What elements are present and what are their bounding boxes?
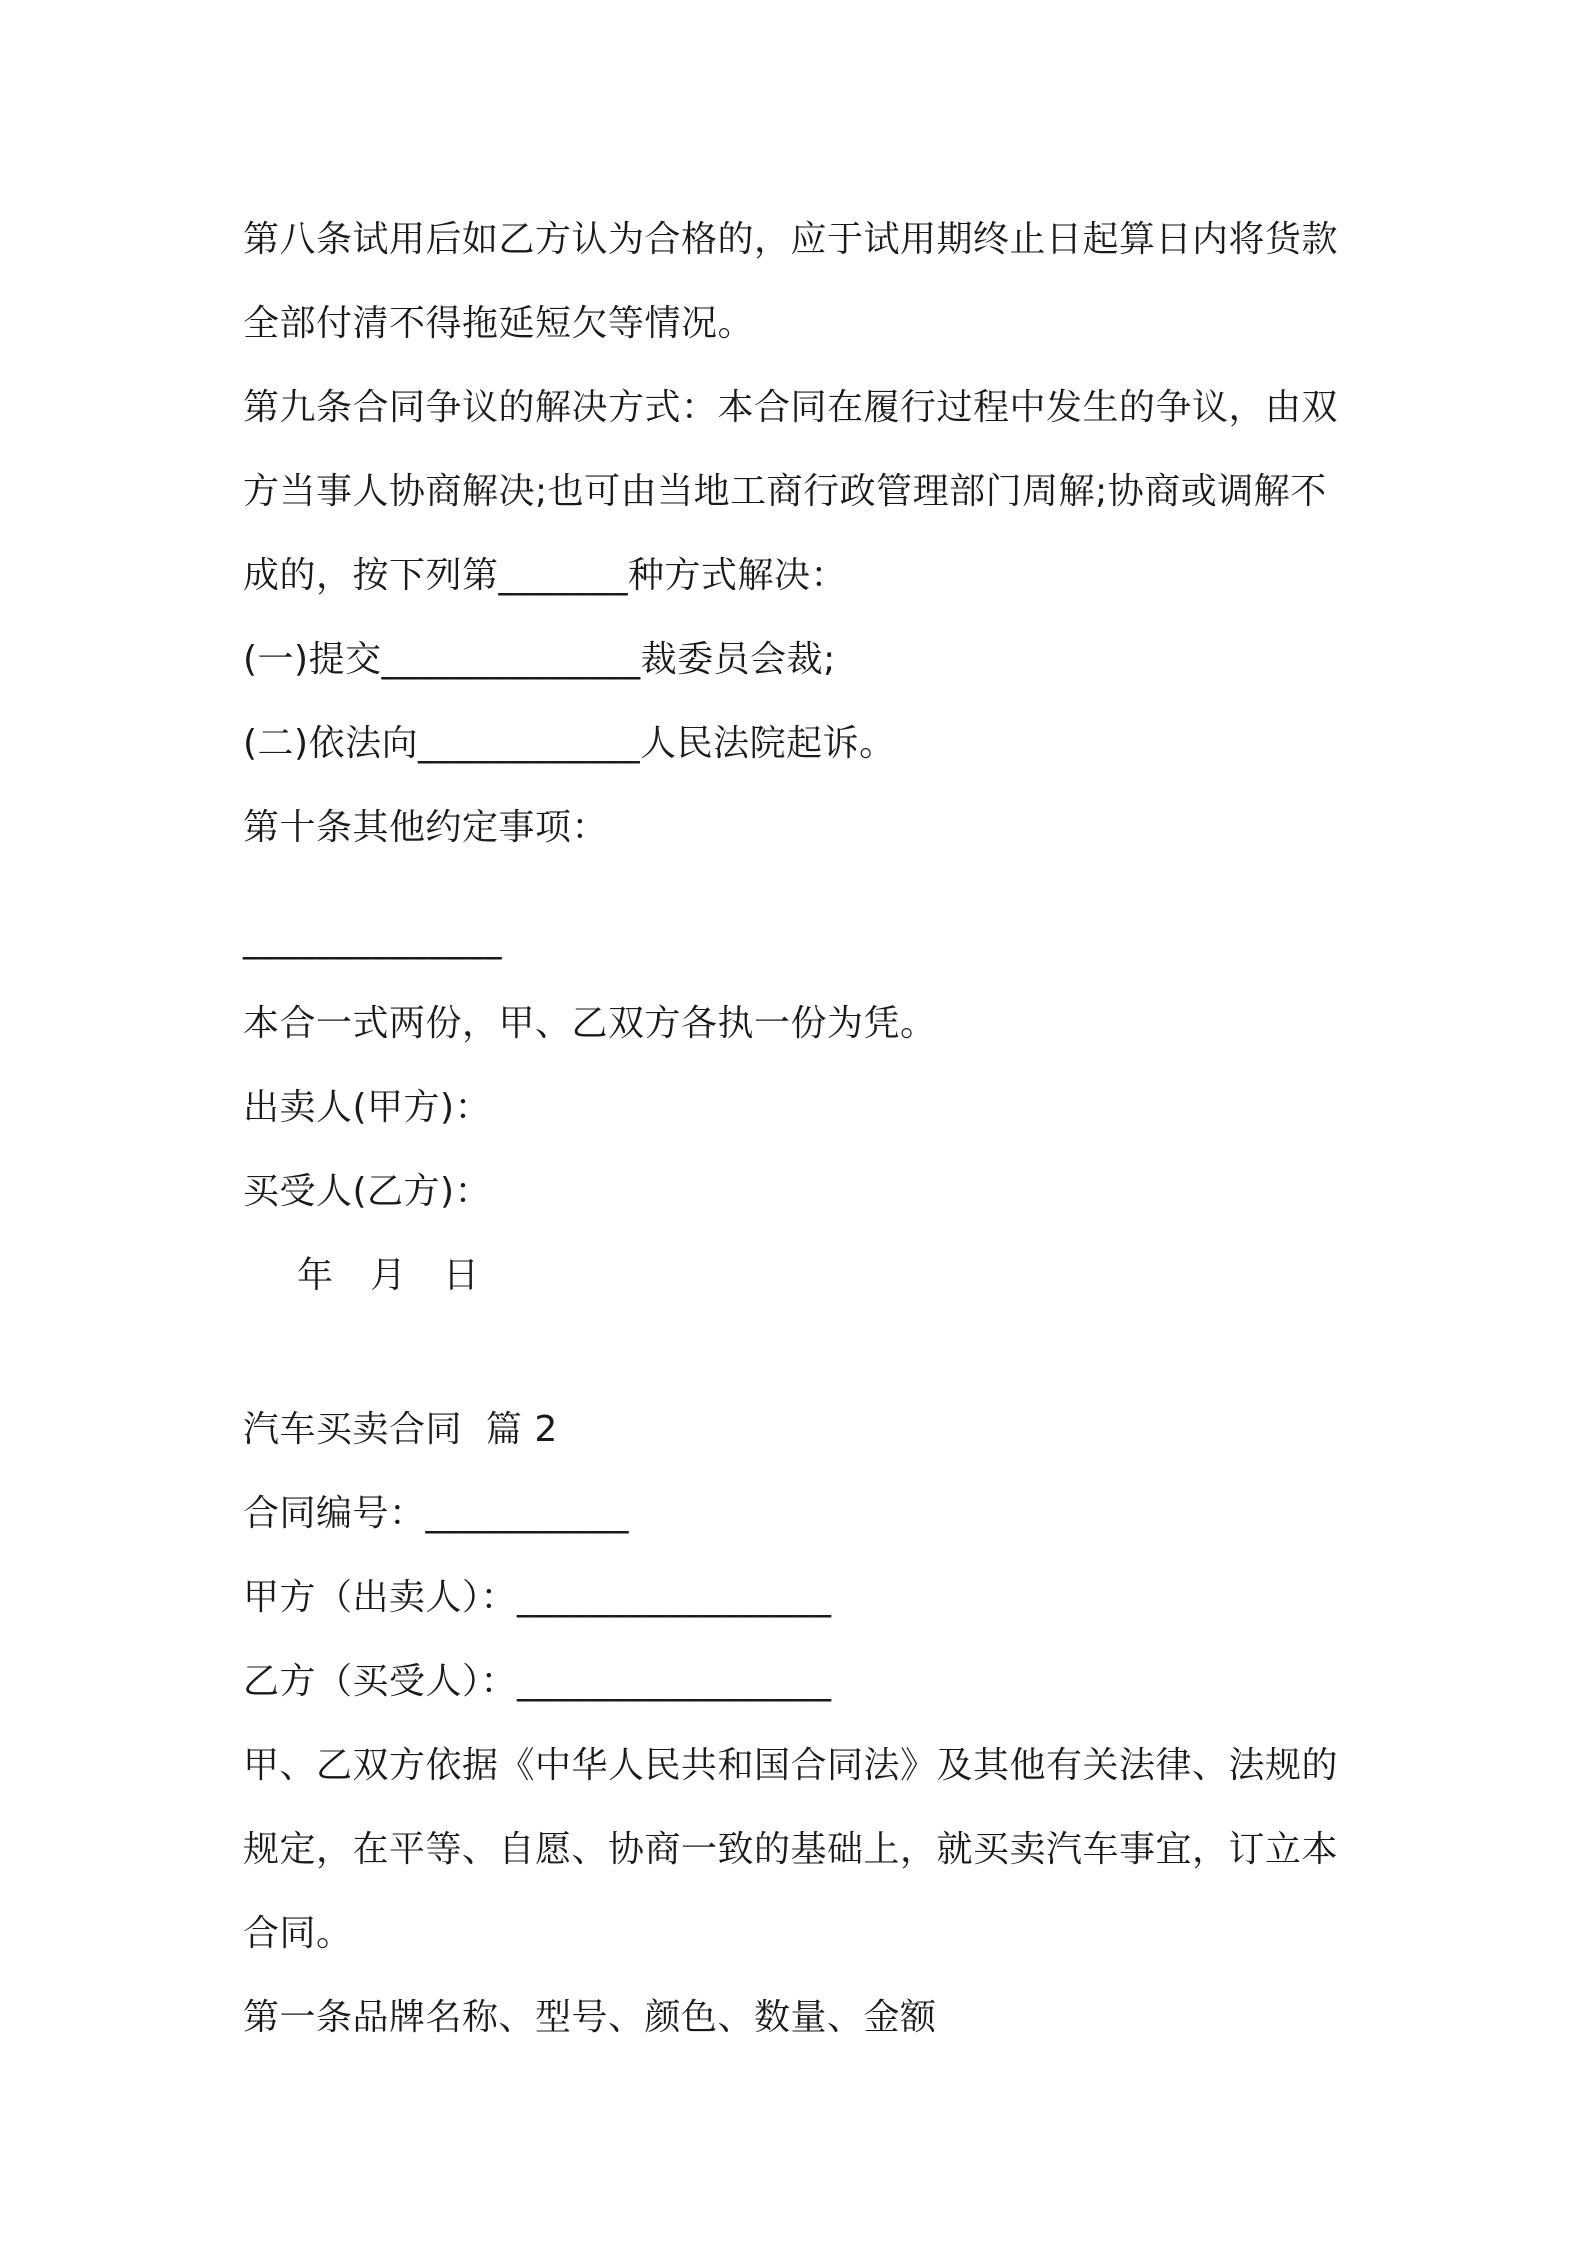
- article-9-line-2: 方当事人协商解决;也可由当地工商行政管理部门周解;协商或调解不: [243, 471, 1327, 512]
- preamble-line-1: 甲、乙双方依据《中华人民共和国合同法》及其他有关法律、法规的: [243, 1745, 1339, 1786]
- article-1-heading: 第一条品牌名称、型号、颜色、数量、金额: [243, 1997, 937, 2038]
- preamble-line-2: 规定，在平等、自愿、协商一致的基础上，就买卖汽车事宜，订立本: [243, 1829, 1339, 1870]
- option-court: (二)依法向____________人民法院起诉。: [243, 723, 896, 764]
- party-a-seller: 甲方（出卖人）：_________________: [243, 1577, 832, 1618]
- article-10-heading: 第十条其他约定事项：: [243, 807, 609, 848]
- buyer-signature-label: 买受人(乙方)：: [243, 1171, 492, 1212]
- article-9-line-1: 第九条合同争议的解决方式：本合同在履行过程中发生的争议，由双: [243, 387, 1339, 428]
- preamble-line-3: 合同。: [243, 1913, 353, 1954]
- copies-clause: 本合一式两份，甲、乙双方各执一份为凭。: [243, 1003, 937, 1044]
- party-b-buyer: 乙方（买受人）：_________________: [243, 1661, 832, 1702]
- contract-number: 合同编号：___________: [243, 1493, 630, 1534]
- article-9-line-3: 成的，按下列第_______种方式解决：: [243, 555, 848, 596]
- date-label: 年 月 日: [297, 1255, 480, 1296]
- seller-signature-label: 出卖人(甲方)：: [243, 1087, 492, 1128]
- article-8-line-2: 全部付清不得拖延短欠等情况。: [243, 303, 755, 344]
- option-arbitration: (一)提交______________裁委员会裁;: [243, 639, 836, 680]
- other-terms-blank: ______________: [243, 919, 502, 960]
- article-8-line-1: 第八条试用后如乙方认为合格的，应于试用期终止日起算日内将货款: [243, 219, 1339, 260]
- contract-title: 汽车买卖合同 篇 2: [243, 1409, 558, 1450]
- document-page: [243, 198, 1363, 2060]
